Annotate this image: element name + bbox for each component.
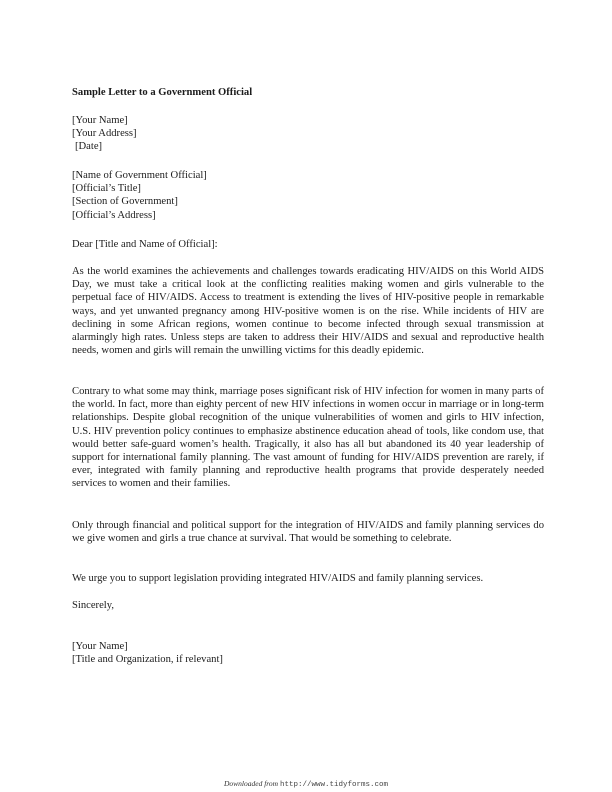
paragraph-3: Only through financial and political support for the integration of HIV/AIDS and family planning services do we give women and girls a true chance at survival. That would be something to celebrate.	[72, 520, 544, 545]
sender-block	[72, 114, 542, 154]
sender-date: [Date]	[75, 141, 103, 153]
paragraph-4: We urge you to support legislation providing integrated HIV/AIDS and family planning services.	[72, 573, 484, 584]
recipient-address: [Official’s Address]	[72, 209, 156, 221]
salutation: Dear [Title and Name of Official]:	[72, 239, 218, 250]
signature-name: [Your Name]	[72, 641, 128, 652]
footer	[0, 779, 612, 790]
recipient-section: [Section of Government]	[72, 196, 178, 208]
closing: Sincerely,	[72, 600, 114, 611]
sender-address: [Your Address]	[72, 128, 137, 140]
recipient-block	[72, 169, 542, 222]
signature-title-org: [Title and Organization, if relevant]	[72, 654, 223, 666]
sender-name: [Your Name]	[72, 115, 128, 126]
footer-link[interactable]: http://www.tidyforms.com	[279, 781, 388, 789]
paragraph-1: As the world examines the achievements and challenges towards eradicating HIV/AIDS on this World AIDS Day, we must take a critical look at the conflicting realities making women and girls vulnerable to the perpetual face of HIV/AIDS. Access to treatment is extending the lives of HIV-positive people in remarkable ways, and yet unwanted pregnancy among HIV-positive women is on the rise. While incidents of HIV are declining in some African regions, women continue to become infected through sexual transmission at alarmingly high rates. Unless steps are taken to address their HIV/AIDS and sexual and reproductive health needs, women and girls will remain the unwilling victims for this deadly epidemic.	[72, 266, 544, 357]
paragraph-2: Contrary to what some may think, marriage poses significant risk of HIV infection for women in many parts of the world. In fact, more than eighty percent of new HIV infections in women occur in marriage or in long-term relationships. Despite global recognition of the unique vulnerabilities of women and girls to HIV infection, U.S. HIV prevention policy continues to emphasize abstinence education ahead of tools, like condom use, that would better safe-guard women’s health. Tragically, it also has all but abandoned its 40 year leadership of support for international family planning. The vast amount of funding for HIV/AIDS prevention are rarely, if ever, integrated with family planning and reproductive health programs that provide desperately needed services to women and their families.	[72, 386, 544, 490]
recipient-title: [Official’s Title]	[72, 183, 141, 195]
footer-prefix: Downloaded from	[223, 779, 279, 788]
recipient-name: [Name of Government Official]	[72, 170, 207, 181]
letter-title: Sample Letter to a Government Official	[72, 87, 253, 98]
signature-block	[72, 640, 542, 666]
